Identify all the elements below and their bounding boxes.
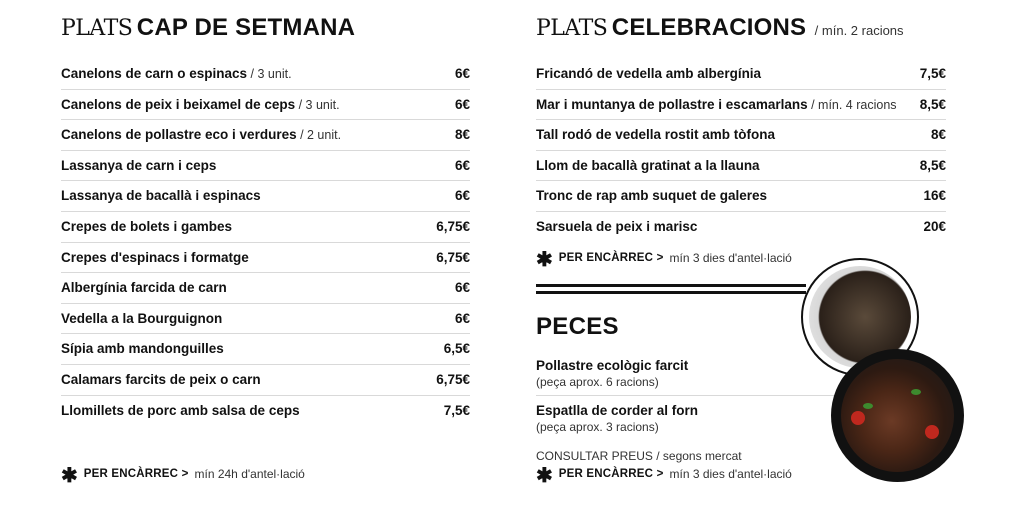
- item-price: 6€: [454, 310, 470, 326]
- item-price: 6,75€: [436, 218, 470, 234]
- left-menu-list: [61, 59, 470, 425]
- right-title-thin: PLATS: [536, 16, 608, 41]
- item-price: 6€: [454, 157, 470, 173]
- menu-row: [536, 151, 946, 182]
- menu-row: [61, 90, 470, 121]
- item-price: 8€: [930, 127, 946, 143]
- order-label: PER ENCÀRREC >: [558, 252, 664, 264]
- order-label: PER ENCÀRREC >: [83, 468, 189, 480]
- piece-item: [536, 358, 688, 389]
- item-price: 16€: [923, 188, 946, 204]
- tomato-shape: [851, 411, 865, 425]
- item-name: Sípia amb mandonguilles: [61, 341, 224, 357]
- order-text: mín 24h d'antel·lació: [194, 467, 305, 481]
- item-price: 6€: [454, 96, 470, 112]
- menu-row: [61, 396, 470, 426]
- right-column: [536, 0, 946, 300]
- menu-row: [536, 90, 946, 121]
- left-title: [61, 16, 355, 40]
- menu-row: [536, 181, 946, 212]
- item-price: 8,5€: [919, 96, 946, 112]
- leaf-shape: [911, 389, 921, 395]
- item-sub: / 3 unit.: [295, 97, 340, 112]
- right-title-note: / mín. 2 racions: [814, 23, 904, 38]
- menu-row: [61, 120, 470, 151]
- item-name: Tall rodó de vedella rostit amb tòfona: [536, 127, 776, 143]
- item-price: 6€: [454, 280, 470, 296]
- item-price: 6,75€: [436, 371, 470, 387]
- item-name: Tronc de rap amb suquet de galeres: [536, 188, 768, 204]
- menu-row: [536, 59, 946, 90]
- left-order-note: [61, 464, 305, 487]
- item-sub: / 3 unit.: [247, 67, 292, 81]
- item-price: 6,5€: [443, 341, 470, 357]
- peces-title: PECES: [536, 313, 619, 340]
- tomato-shape: [925, 425, 939, 439]
- item-name: Canelons de carn o espinacs: [61, 66, 248, 81]
- item-name: Fricandó de vedella amb albergínia: [536, 66, 762, 81]
- item-name: Llom de bacallà gratinat a la llauna: [536, 157, 760, 173]
- item-name: Calamars farcits de peix o carn: [61, 371, 261, 387]
- item-name: Sarsuela de peix i marisc: [536, 218, 698, 234]
- item-sub: / mín. 4 racions: [807, 97, 897, 112]
- item-name: Llomillets de porc amb salsa de ceps: [61, 402, 300, 418]
- item-name: Mar i muntanya de pollastre i escamarlans: [536, 96, 808, 112]
- item-price: 20€: [923, 218, 946, 234]
- item-name: Canelons de peix i beixamel de ceps: [61, 96, 296, 112]
- item-name: Albergínia farcida de carn: [61, 280, 227, 296]
- item-price: 8,5€: [919, 157, 946, 173]
- menu-row: [61, 273, 470, 304]
- asterisk-icon: ✱: [536, 249, 553, 271]
- menu-row: [536, 212, 946, 242]
- item-name: Canelons de pollastre eco i verdures: [61, 127, 297, 143]
- piece-name: Pollastre ecològic farcit: [536, 358, 689, 373]
- order-text: mín 3 dies d'antel·lació: [669, 467, 792, 481]
- leaf-shape: [863, 403, 873, 409]
- asterisk-icon: ✱: [61, 465, 78, 487]
- item-price: 7,5€: [443, 402, 470, 418]
- item-name: Vedella a la Bourguignon: [61, 310, 223, 326]
- section-divider-top: [536, 284, 806, 287]
- right-title-bold: CELEBRACIONS: [611, 14, 807, 41]
- order-label: PER ENCÀRREC >: [558, 468, 664, 480]
- piece-item: [536, 403, 698, 434]
- left-title-thin: PLATS: [61, 16, 133, 41]
- left-title-bold: CAP DE SETMANA: [136, 14, 356, 41]
- item-sub: / 2 unit.: [296, 128, 342, 143]
- dish-photo-lamb: [831, 349, 964, 482]
- item-price: 6,75€: [436, 249, 470, 265]
- right-menu-list: [536, 59, 946, 242]
- menu-row: [61, 243, 470, 274]
- right-title: [536, 16, 904, 40]
- menu-row: [61, 181, 470, 212]
- peces-order-note: [536, 464, 792, 487]
- menu-row: [61, 304, 470, 335]
- order-text: mín 3 dies d'antel·lació: [669, 251, 792, 265]
- item-name: Lassanya de carn i ceps: [61, 157, 217, 173]
- menu-row: [61, 365, 470, 396]
- piece-note: (peça aprox. 3 racions): [536, 420, 659, 434]
- item-price: 7,5€: [919, 66, 946, 81]
- menu-row: [536, 120, 946, 151]
- item-name: Lassanya de bacallà i espinacs: [61, 188, 261, 204]
- piece-note: (peça aprox. 6 racions): [536, 375, 659, 389]
- menu-row: [61, 151, 470, 182]
- menu-row: [61, 212, 470, 243]
- item-name: Crepes de bolets i gambes: [61, 218, 233, 234]
- item-price: 6€: [454, 66, 470, 81]
- dish-photo-lamb-image: [841, 359, 954, 472]
- item-name: Crepes d'espinacs i formatge: [61, 249, 249, 265]
- menu-row: [61, 59, 470, 90]
- item-price: 8€: [454, 127, 470, 143]
- piece-name: Espatlla de corder al forn: [536, 403, 699, 418]
- item-price: 6€: [454, 188, 470, 204]
- menu-row: [61, 334, 470, 365]
- consult-prices: CONSULTAR PREUS / segons mercat: [536, 449, 742, 463]
- piece-divider: [536, 395, 836, 396]
- right-order-note: [536, 248, 792, 271]
- left-column: [61, 0, 470, 529]
- section-divider-bottom: [536, 291, 806, 294]
- asterisk-icon: ✱: [536, 465, 553, 487]
